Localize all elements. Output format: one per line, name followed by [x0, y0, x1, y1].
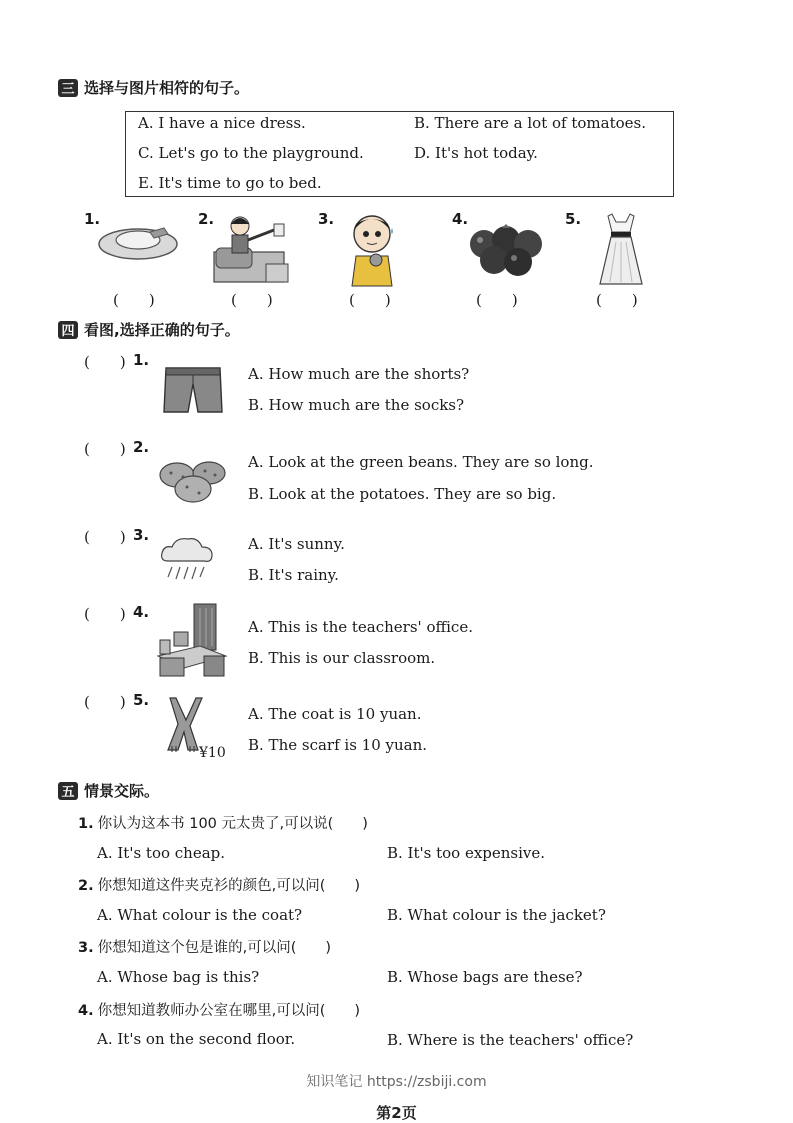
potatoes-icon [157, 457, 229, 505]
shorts-icon [162, 364, 224, 416]
s5-q1-option-b: B. It's too expensive. [387, 844, 546, 862]
s5-q2-option-b: B. What colour is the jacket? [387, 906, 606, 924]
s5-q4-question [78, 999, 360, 1020]
pic-1-number: 1. [84, 210, 101, 228]
s4-q3-option-b: B. It's rainy. [248, 566, 339, 584]
pic-4-answer-paren[interactable]: ( ) [476, 291, 518, 309]
rain-cloud-icon [158, 535, 216, 585]
s4-q5-number: 5. [133, 691, 150, 709]
section-4-number: 四 [58, 321, 78, 339]
section-5-title: 情景交际。 [84, 782, 160, 800]
s4-q4-option-b: B. This is our classroom. [248, 649, 436, 667]
hat-icon [98, 220, 180, 266]
pic-5-number: 5. [565, 210, 582, 228]
pic-4-number: 4. [452, 210, 469, 228]
s4-q3-number: 3. [133, 526, 150, 544]
s5-q4-text: 你想知道教师办公室在哪里,可以问( ) [97, 1003, 361, 1019]
s4-q2-option-b: B. Look at the potatoes. They are so big. [248, 485, 557, 503]
s4-q2-number: 2. [133, 438, 150, 456]
s5-q2-text: 你想知道这件夹克衫的颜色,可以问( ) [97, 878, 361, 894]
s4-q5-price: ¥10 [199, 745, 226, 761]
pic-5-answer-paren[interactable]: ( ) [596, 291, 638, 309]
s4-q3-option-a: A. It's sunny. [248, 535, 345, 553]
s5-q2-option-a: A. What colour is the coat? [97, 906, 303, 924]
s4-q5-option-b: B. The scarf is 10 yuan. [248, 736, 428, 754]
section-4-header [58, 319, 240, 340]
s5-q4-number: 4. [78, 1003, 94, 1019]
s5-q1-option-a: A. It's too cheap. [97, 844, 226, 862]
pic-3-answer-paren[interactable]: ( ) [349, 291, 391, 309]
section-3-number: 三 [58, 79, 78, 97]
scarf-icon [162, 696, 206, 752]
section-3-header [58, 77, 249, 98]
section-4-title: 看图,选择正确的句子。 [84, 321, 240, 339]
s5-q3-text: 你想知道这个包是谁的,可以问( ) [97, 940, 332, 956]
s4-q1-option-b: B. How much are the socks? [248, 396, 465, 414]
section-5-header [58, 780, 159, 801]
boy-bed-icon [212, 214, 290, 286]
option-d: D. It's hot today. [414, 144, 538, 162]
s4-q3-answer-paren[interactable]: ( ) [84, 528, 126, 546]
s4-q4-number: 4. [133, 603, 150, 621]
s4-q1-option-a: A. How much are the shorts? [248, 365, 470, 383]
pic-2-answer-paren[interactable]: ( ) [231, 291, 273, 309]
s5-q3-number: 3. [78, 940, 94, 956]
s5-q2-number: 2. [78, 878, 94, 894]
footer-site-watermark: 知识笔记 https://zsbiji.com [306, 1074, 487, 1090]
s5-q3-question [78, 936, 331, 957]
s4-q4-answer-paren[interactable]: ( ) [84, 605, 126, 623]
s5-q1-number: 1. [78, 816, 94, 832]
s5-q1-question [78, 812, 368, 833]
dress-icon [598, 212, 644, 288]
s5-q1-text: 你认为这本书 100 元太贵了,可以说( ) [97, 816, 368, 832]
classroom-icon [156, 602, 228, 680]
s5-q2-question [78, 874, 360, 895]
s4-q1-answer-paren[interactable]: ( ) [84, 353, 126, 371]
s5-q4-option-b: B. Where is the teachers' office? [387, 1031, 634, 1049]
s4-q4-option-a: A. This is the teachers' office. [248, 618, 473, 636]
s4-q5-option-a: A. The coat is 10 yuan. [248, 705, 422, 723]
s5-q4-option-a: A. It's on the second floor. [97, 1030, 296, 1048]
option-e: E. It's time to go to bed. [138, 174, 322, 192]
tomatoes-icon [468, 222, 546, 278]
s4-q5-answer-paren[interactable]: ( ) [84, 693, 126, 711]
sweating-boy-icon [348, 212, 398, 288]
pic-3-number: 3. [318, 210, 335, 228]
pic-2-number: 2. [198, 210, 215, 228]
pic-1-answer-paren[interactable]: ( ) [113, 291, 155, 309]
s4-q2-option-a: A. Look at the green beans. They are so long. [248, 453, 594, 471]
s5-q3-option-b: B. Whose bags are these? [387, 968, 583, 986]
option-a: A. I have a nice dress. [138, 114, 306, 132]
option-c: C. Let's go to the playground. [138, 144, 364, 162]
option-b: B. There are a lot of tomatoes. [414, 114, 646, 132]
section-3-title: 选择与图片相符的句子。 [84, 79, 250, 97]
section-5-number: 五 [58, 782, 78, 800]
s4-q2-answer-paren[interactable]: ( ) [84, 440, 126, 458]
s4-q1-number: 1. [133, 351, 150, 369]
s5-q3-option-a: A. Whose bag is this? [97, 968, 260, 986]
page-number: 第2页 [376, 1104, 417, 1122]
options-box [125, 111, 674, 197]
